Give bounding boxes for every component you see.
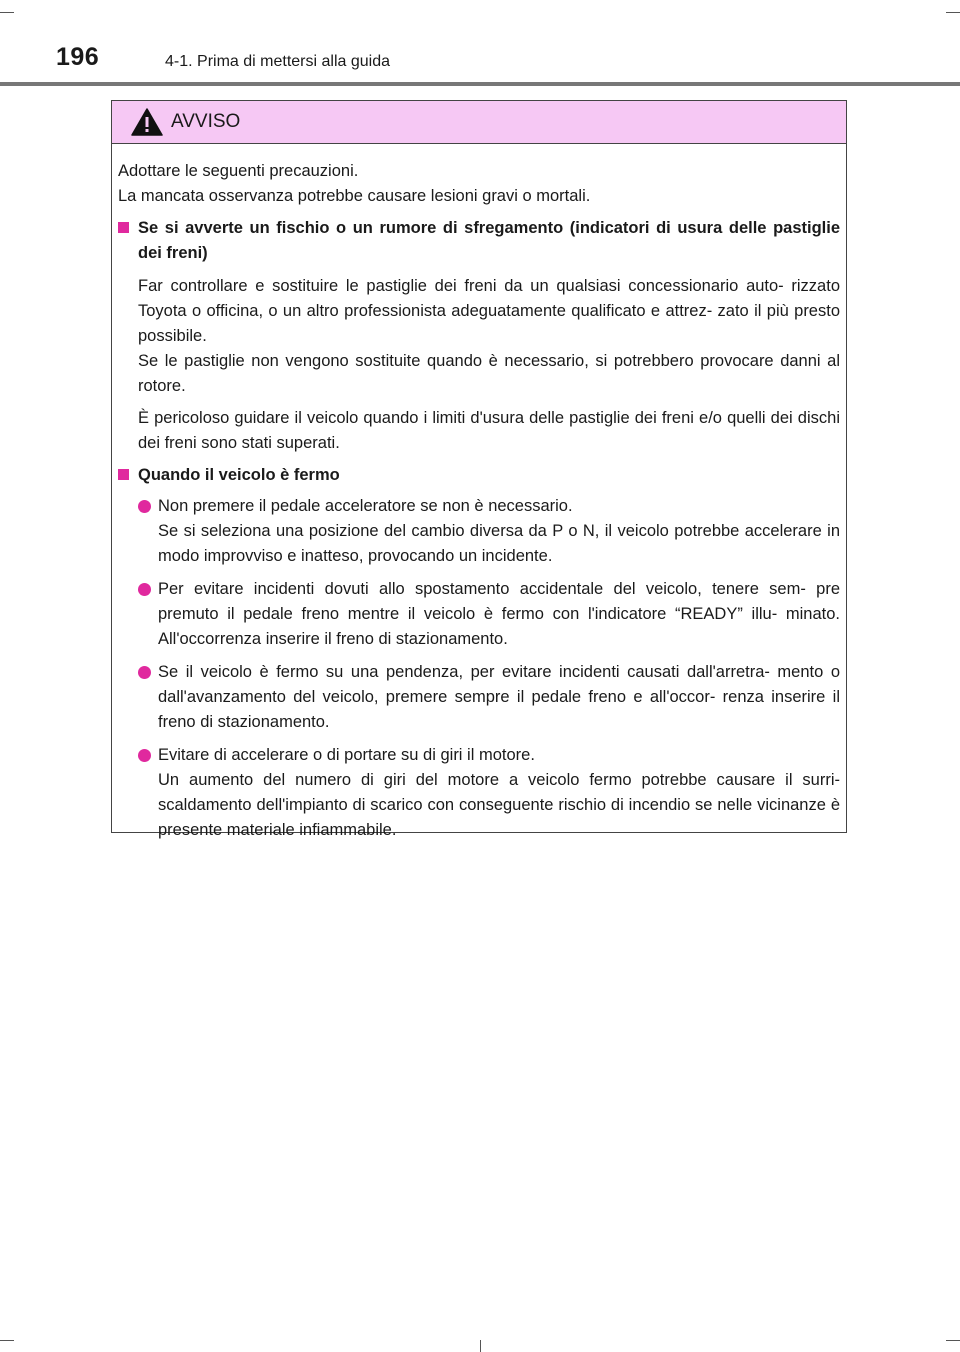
bullet-text: Se il veicolo è fermo su una pendenza, per evitare incidenti causati dall'arretra- mento o dall'avanzamento del veicolo, premere sempre il pedale freno e all'occor- renza inserire il freno di stazionamento.	[158, 663, 840, 731]
intro-line: Adottare le seguenti precauzioni.	[118, 162, 359, 180]
circle-bullet-icon	[138, 583, 151, 596]
item-title: Se si avverte un fischio o un rumore di sfregamento (indicatori di usura delle pastiglie dei freni)	[138, 219, 840, 262]
circle-bullet-icon	[138, 666, 151, 679]
intro-line: La mancata osservanza potrebbe causare lesioni gravi o mortali.	[118, 187, 591, 205]
list-item	[138, 577, 840, 652]
list-item	[138, 660, 840, 735]
crop-mark	[946, 1340, 960, 1341]
header-rule	[0, 82, 960, 86]
paragraph: È pericoloso guidare il veicolo quando i limiti d'usura delle pastiglie dei freni e/o quelli dei dischi dei freni sono stati superati.	[138, 409, 840, 452]
warning-item-vehicle-stopped	[118, 463, 840, 843]
crop-mark	[480, 1340, 481, 1352]
bullet-text: Per evitare incidenti dovuti allo spostamento accidentale del veicolo, tenere sem- pre premuto il pedale freno mentre il veicolo è fermo con l'indicatore “READY” illu- minato. All'occorrenza inserire il freno di stazionamento.	[158, 580, 840, 648]
page-number: 196	[56, 43, 100, 71]
list-item	[138, 743, 840, 843]
warning-item-brake-pads	[118, 216, 840, 456]
warning-triangle-icon	[131, 108, 163, 136]
warning-title: AVVISO	[171, 111, 241, 132]
warning-intro	[118, 159, 840, 209]
section-title: 4-1. Prima di mettersi alla guida	[165, 53, 390, 70]
bullet-text: Non premere il pedale acceleratore se non è necessario.	[158, 497, 573, 515]
bullet-text: Evitare di accelerare o di portare su di giri il motore.	[158, 746, 535, 764]
crop-mark	[0, 1340, 14, 1341]
warning-body	[118, 159, 840, 851]
paragraph: Se le pastiglie non vengono sostituite quando è necessario, si potrebbero provocare danni al rotore.	[138, 352, 840, 395]
warning-box	[111, 100, 847, 839]
paragraph: Far controllare e sostituire le pastiglie dei freni da un qualsiasi concessionario auto- rizzato Toyota o officina, o un altro professionista adeguatamente qualificato e attrez- zato il più presto possibile.	[138, 277, 840, 345]
square-bullet-icon	[118, 469, 129, 480]
item-title: Quando il veicolo è fermo	[138, 466, 340, 484]
page-header	[0, 0, 960, 90]
bullet-text: Un aumento del numero di giri del motore a veicolo fermo potrebbe causare il surri- scaldamento dell'impianto di scarico con conseguente rischio di incendio se nelle vicinanze è presente materiale infiammabile.	[158, 771, 840, 839]
square-bullet-icon	[118, 222, 129, 233]
list-item	[138, 494, 840, 569]
circle-bullet-icon	[138, 500, 151, 513]
circle-bullet-icon	[138, 749, 151, 762]
warning-header	[112, 101, 846, 144]
bullet-text: Se si seleziona una posizione del cambio diversa da P o N, il veicolo potrebbe accelerare in modo improvviso e inatteso, provocando un incidente.	[158, 522, 840, 565]
